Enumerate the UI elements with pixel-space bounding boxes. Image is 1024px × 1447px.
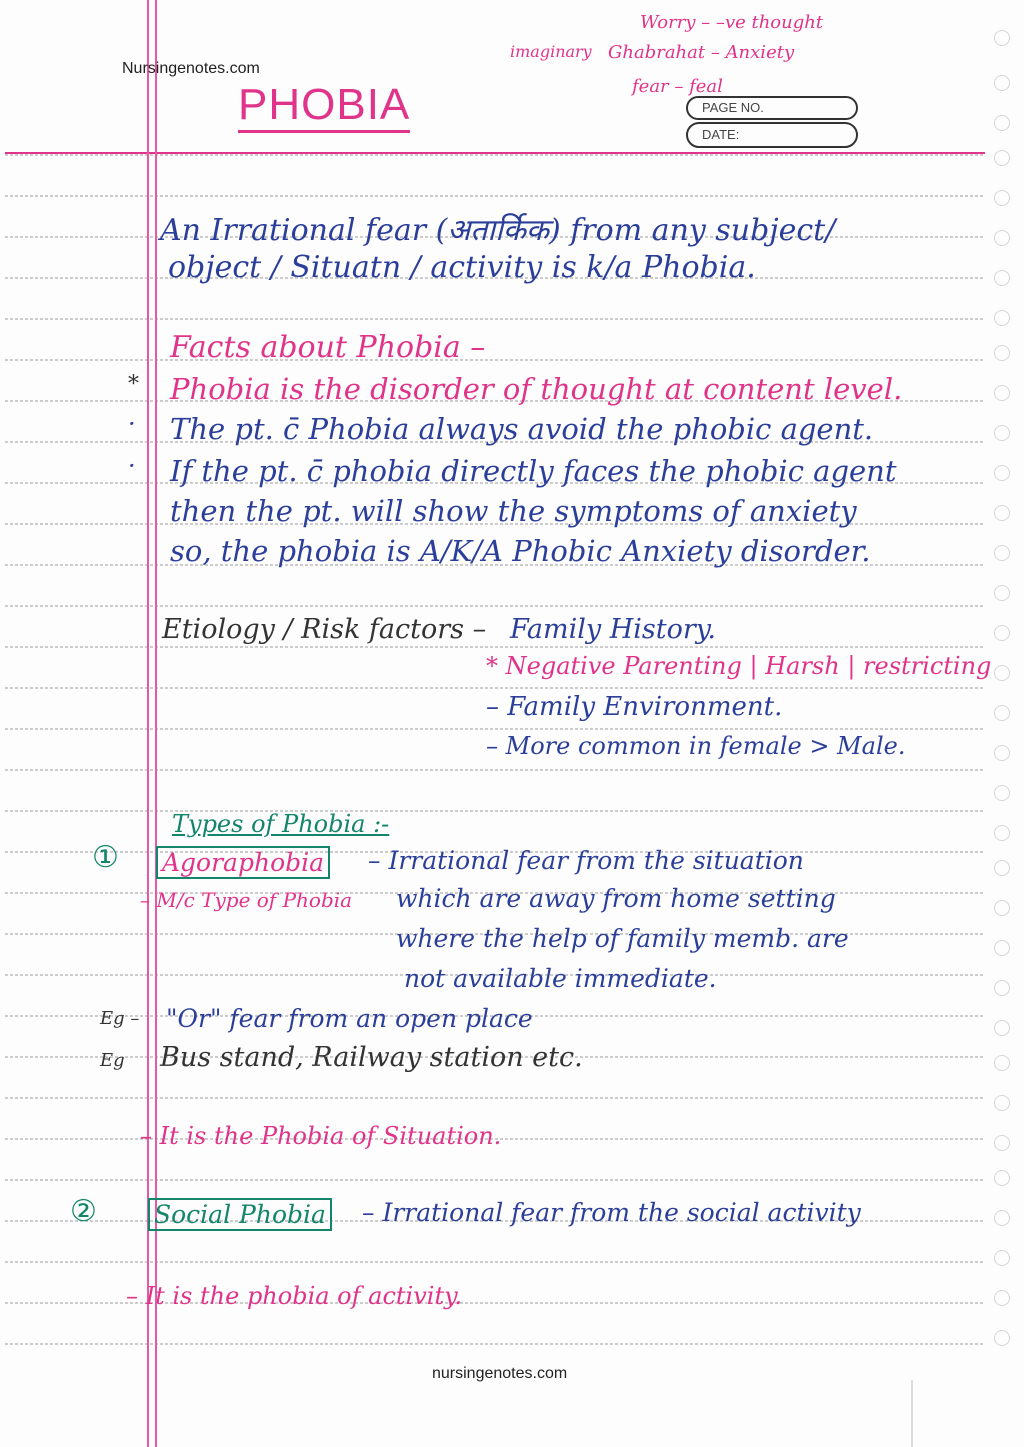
fact-continuation-2: so, the phobia is A/K/A Phobic Anxiety disorder. [170,534,871,568]
fact-bullet-2: · [128,410,136,438]
social-phobia-note: – It is the phobia of activity. [126,1282,463,1310]
agoraphobia-example: Bus stand, Railway station etc. [160,1042,583,1073]
page-no-box [686,96,858,120]
fact-item-1: Phobia is the disorder of thought at content level. [170,372,903,406]
agoraphobia-note: – It is the Phobia of Situation. [140,1122,502,1150]
types-heading: Types of Phobia :- [172,810,390,838]
type-1-number: ① [92,840,119,875]
top-note-2: Ghabrahat – Anxiety [608,42,795,63]
date-label: DATE: [702,127,740,142]
eg-prefix: Eg [100,1050,125,1071]
top-note-1: Worry – –ve thought [640,12,824,33]
etiology-item-2: * Negative Parenting | Harsh | restricting [486,652,992,680]
date-box [686,122,858,148]
definition-line-1: An Irrational fear (अतार्किक) from any subject/ [160,213,836,248]
agoraphobia-mc-label: – M/c Type of Phobia [140,888,353,912]
agoraphobia-detail-2: where the help of family memb. are [396,924,849,953]
facts-heading: Facts about Phobia – [170,330,486,365]
fact-continuation-1: then the pt. will show the symptoms of anxiety [170,494,857,528]
agoraphobia-label: Agoraphobia [156,846,330,879]
agoraphobia-detail-3: not available immediate. [404,964,717,993]
agoraphobia-desc: – Irrational fear from the situation [368,846,804,875]
fact-item-3: If the pt. c̄ phobia directly faces the phobic agent [170,454,897,488]
top-note-3: fear – feal [632,76,723,97]
etiology-item-3: – Family Environment. [486,692,783,722]
agoraphobia-or-line: "Or" fear from an open place [166,1004,533,1033]
fact-item-2: The pt. c̄ Phobia always avoid the phobic agent. [170,412,874,446]
etiology-item-4: – More common in female > Male. [486,732,906,760]
fact-bullet-1: * [128,372,139,397]
etiology-item-1: Family History. [510,614,717,645]
watermark-site: Nursingenotes.com [122,60,260,77]
social-phobia-desc: – Irrational fear from the social activity [362,1198,861,1227]
agoraphobia-detail-1: which are away from home setting [396,884,836,913]
type-2-number: ② [70,1194,97,1229]
definition-line-2: object / Situatn / activity is k/a Phobia. [168,250,756,285]
page-no-label: PAGE NO. [702,100,764,115]
or-prefix: Eg – [100,1008,140,1029]
footer-site: nursingenotes.com [432,1365,568,1382]
fact-bullet-3: · [128,452,136,480]
top-note-prefix: imaginary [510,42,592,61]
page-title: PHOBIA [238,80,410,133]
social-phobia-label: Social Phobia [148,1198,332,1231]
etiology-heading: Etiology / Risk factors – [162,614,487,645]
